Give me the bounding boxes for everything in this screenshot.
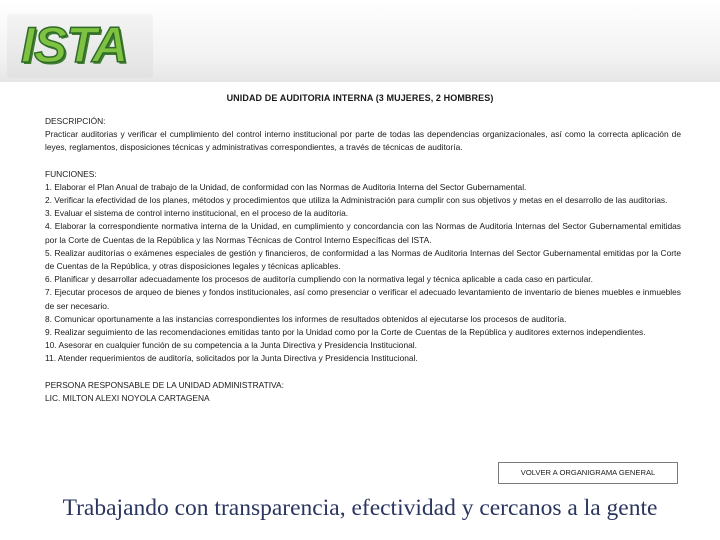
responsable-heading: PERSONA RESPONSABLE DE LA UNIDAD ADMINISTRATIVA: — [45, 379, 284, 390]
ista-logo — [7, 14, 153, 78]
responsable-section — [45, 379, 681, 405]
funcion-item: 9. Realizar seguimiento de las recomendaciones emitidas tanto por la Unidad como por la Corte de Cuentas de la República y auditores externos independientes. — [45, 327, 646, 338]
content-body — [45, 115, 681, 405]
funcion-item: 2. Verificar la efectividad de los planes, métodos y procedimientos que utiliza la Administración para cumplir con sus objetivos y metas en el desarrollo de las auditorias. — [45, 195, 668, 206]
funcion-item: 10. Asesorar en cualquier función de su competencia a la Junta Directiva y Presidencia Institucional. — [45, 340, 417, 351]
funcion-item: 7. Ejecutar procesos de arqueo de bienes y fondos institucionales, así como presenciar o verificar el adecuado levantamiento de inventario de bienes muebles e inmuebles de ser necesario. — [45, 287, 681, 311]
page-title: UNIDAD DE AUDITORIA INTERNA (3 MUJERES, 2 HOMBRES) — [226, 93, 494, 103]
descripcion-heading: DESCRIPCIÓN: — [45, 116, 106, 126]
descripcion-text: Practicar auditorias y verificar el cumplimiento del control interno institucional por parte de todas las dependencias organizacionales, así como la correcta aplicación de leyes, reglamentos, disposiciones técnicas y administrativas correspondientes, a través de técnicas de auditoría. — [45, 129, 681, 153]
funcion-item: 1. Elaborar el Plan Anual de trabajo de la Unidad, de conformidad con las Normas de Auditoria Interna del Sector Gubernamental. — [45, 181, 527, 192]
funcion-item: 5. Realizar auditorías o exámenes especiales de gestión y financieros, de conformidad a las Normas de Auditoria Internas del Sector Gubernamental emitidas por la Corte de Cuentas de la República, y otras disposiciones legales y técnicas aplicables. — [45, 247, 681, 272]
funcion-item: 3. Evaluar el sistema de control interno institucional, en el proceso de la auditoria. — [45, 208, 349, 219]
funcion-item: 8. Comunicar oportunamente a las instancias correspondientes los informes de resultados obtenidos al ejecutarse los procesos de auditoría. — [45, 313, 567, 324]
responsable-name: LIC. MILTON ALEXI NOYOLA CARTAGENA — [45, 392, 210, 403]
funcion-item: 4. Elaborar la correspondiente normativa interna de la Unidad, en cumplimiento y concordancia con las Normas de Auditoria Internas del Sector Gubernamental emitidas por la Corte de Cuentas de la República y las Normas Técnicas de Control Interno Específicas del ISTA. — [45, 221, 681, 245]
funciones-section — [45, 168, 681, 366]
back-to-organigram-button[interactable]: VOLVER A ORGANIGRAMA GENERAL — [498, 462, 678, 484]
funcion-item: 11. Atender requerimientos de auditoría, solicitados por la Junta Directiva y Presidencia Institucional. — [45, 353, 418, 364]
funcion-item: 6. Planificar y desarrollar adecuadamente los procesos de auditoría cumpliendo con la normativa legal y técnica aplicable a cada caso en particular. — [45, 274, 593, 285]
logo-text: ISTA — [21, 17, 128, 73]
funciones-heading: FUNCIONES: — [45, 168, 97, 179]
descripcion-section — [45, 115, 681, 155]
slogan: Trabajando con transparencia, efectividad y cercanos a la gente — [62, 495, 658, 521]
